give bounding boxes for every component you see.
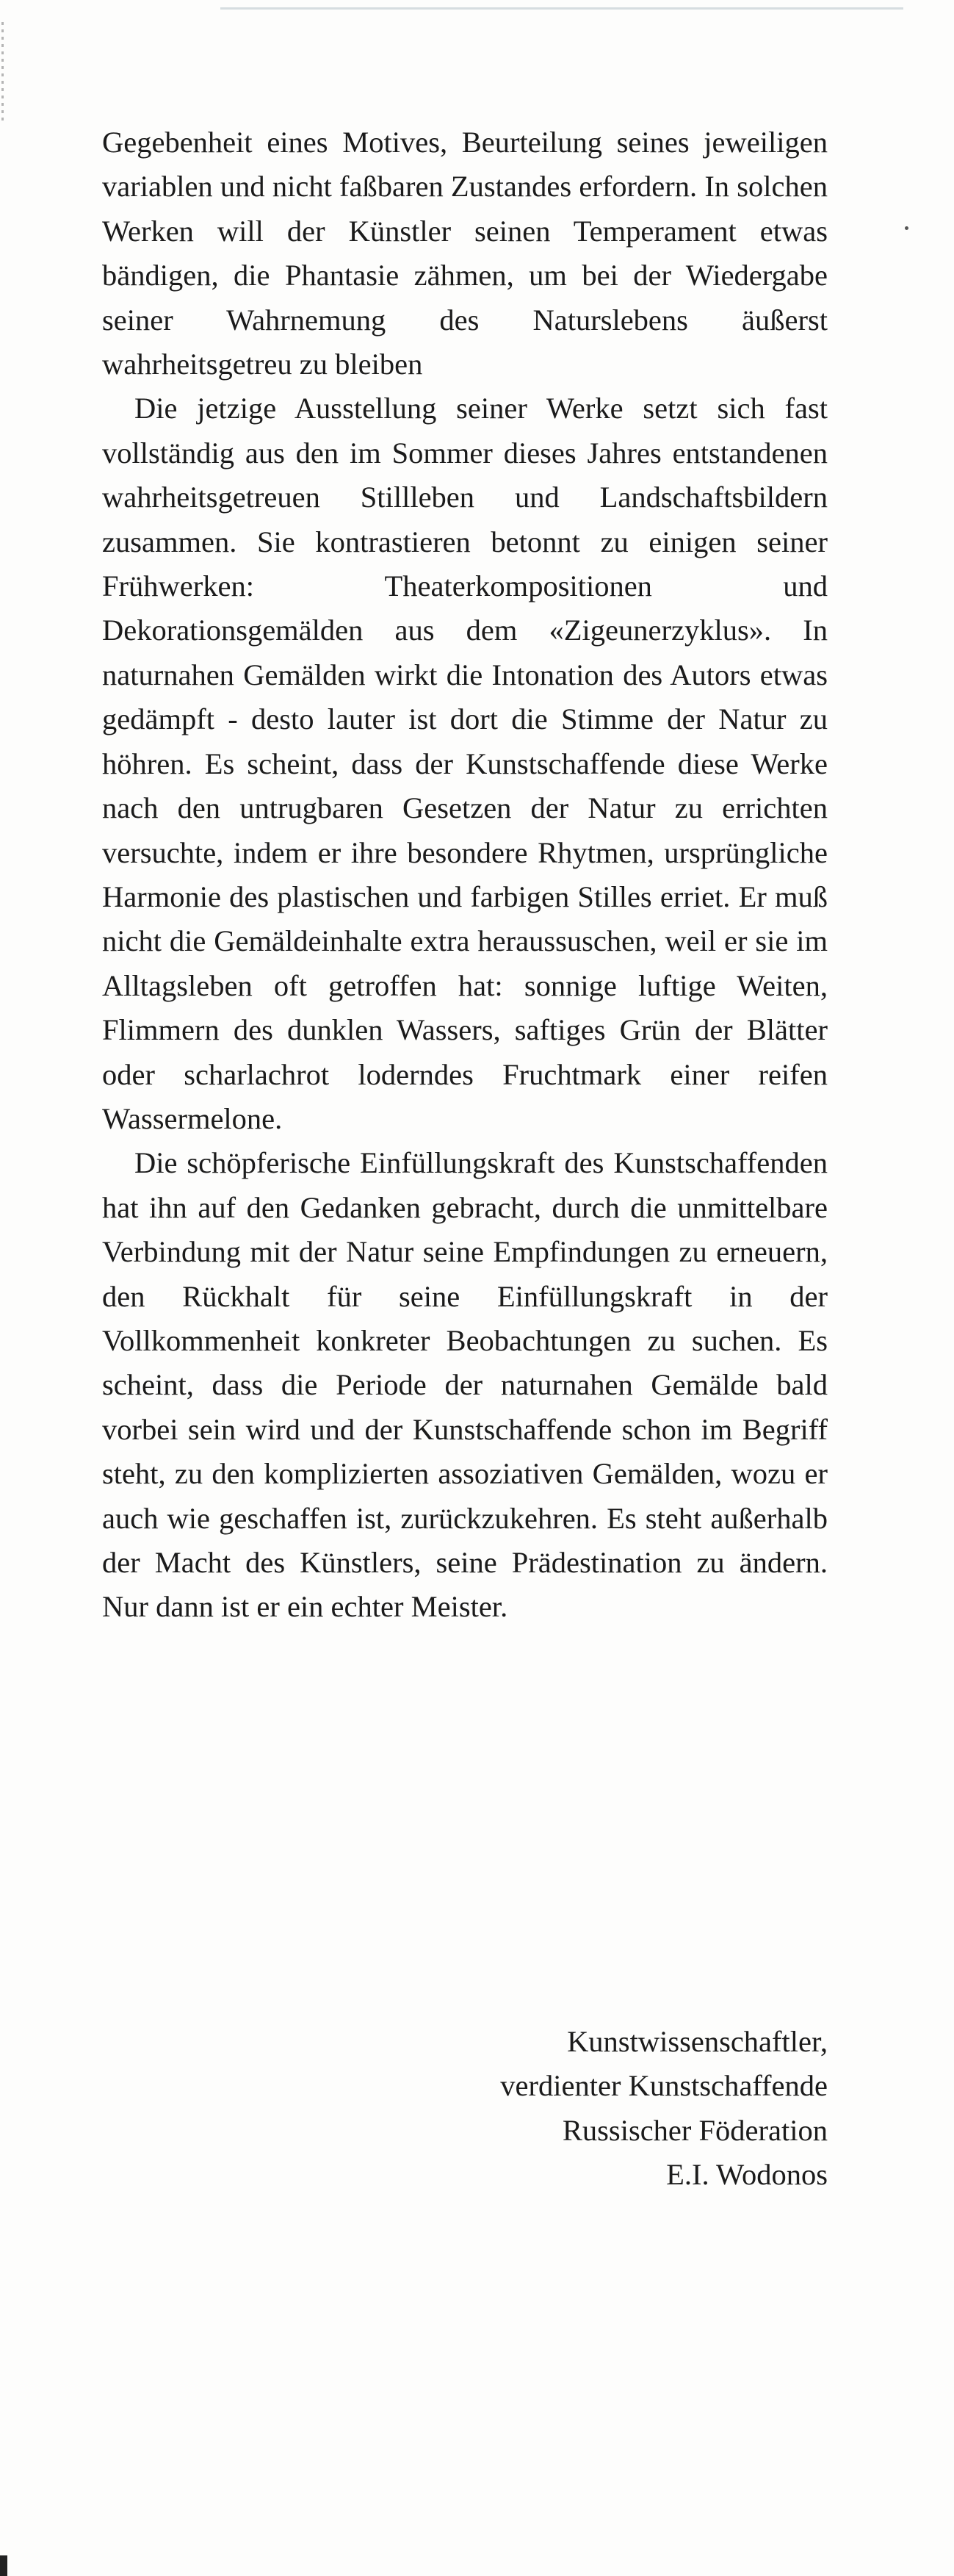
article-body bbox=[102, 120, 828, 1630]
author-country: Russischer Föderation bbox=[562, 2113, 828, 2147]
author-signature-block bbox=[500, 2020, 828, 2198]
scan-margin-dots bbox=[1, 22, 4, 125]
author-title: Kunstwissenschaftler, bbox=[567, 2025, 828, 2058]
scan-corner-mark bbox=[0, 2555, 7, 2576]
author-name: E.I. Wodonos bbox=[666, 2158, 828, 2192]
paragraph-1: Gegebenheit eines Motives, Beurteilung seines jeweiligen variablen und nicht faßbaren Zustandes erfordern. In solchen Werken will der Künstler seinen Temperament etwas bändigen, die Phantasie zähmen, um bei der Wiedergabe seiner Wahrnemung des Naturslebens äußerst wahrheitsgetreu zu bleiben bbox=[102, 126, 828, 381]
paragraph-2: Die jetzige Ausstellung seiner Werke setzt sich fast vollständig aus den im Sommer dieses Jahres entstandenen wahrheitsgetreuen Stillleben und Landschaftsbildern zusammen. Sie kontrastieren betonnt zu einigen seiner Frühwerken: Theaterkompositionen und Dekorationsgemälden aus dem «Zigeunerzyklus». In naturnahen Gemälden wirkt die Intonation des Autors etwas gedämpft - desto lauter ist dort die Stimme der Natur zu höhren. Es scheint, dass der Kunstschaffende diese Werke nach den untrugbaren Gesetzen der Natur zu errichten versuchte, indem er ihre besondere Rhytmen, ursprüngliche Harmonie des plastischen und farbigen Stilles erriet. Er muß nicht die Gemäldeinhalte extra heraussuschen, weil er sie im Alltagsleben oft getroffen hat: sonnige luftige Weiten, Flimmern des dunklen Wassers, saftiges Grün der Blätter oder scharlachrot loderndes Fruchtmark einer reifen Wassermelone. bbox=[102, 392, 828, 1135]
scan-edge-rule bbox=[220, 7, 903, 10]
scan-speck bbox=[905, 226, 908, 230]
author-honor: verdienter Kunstschaffende bbox=[500, 2069, 828, 2103]
paragraph-3: Die schöpferische Einfüllungskraft des Kunstschaffenden hat ihn auf den Gedanken gebracht, durch die unmittelbare Verbindung mit der Natur seine Empfindungen zu erneuern, den Rückhalt für seine Einfüllungskraft in der Vollkommenheit konkreter Beobachtungen zu suchen. Es scheint, dass die Periode der naturnahen Gemälde bald vorbei sein wird und der Kunstschaffende schon im Begriff steht, zu den komplizierten assoziativen Gemälden, wozu er auch wie geschaffen ist, zurückzukehren. Es steht außerhalb der Macht des Künstlers, seine Prädestination zu ändern. Nur dann ist er ein echter Meister. bbox=[102, 1146, 828, 1624]
